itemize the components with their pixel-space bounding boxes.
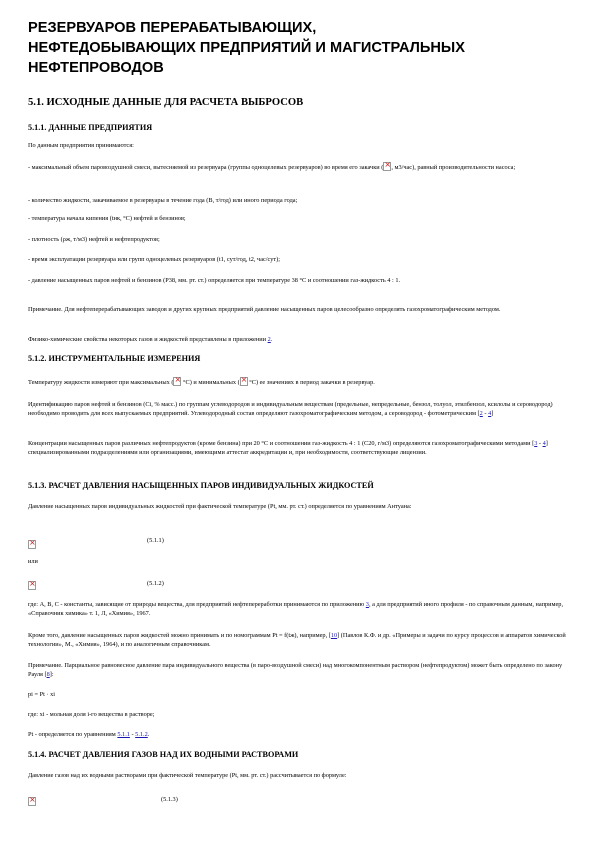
equation-5-1-1 [28,534,568,546]
paragraph-pt: Pt - определяется по уравнениям 5.1.1 - 5.1.2. [28,731,150,738]
paragraph-antoine: Давление насыщенных паров индивидуальных жидкостей при фактической температуре (Pt, мм. рт. ст.) определяется по уравнениям Антуана: [28,503,412,510]
link-ref-10[interactable]: 10 [330,632,338,639]
heading-5-1-4: 5.1.4. РАСЧЕТ ДАВЛЕНИЯ ГАЗОВ НАД ИХ ВОДНЫМИ РАСТВОРАМИ [28,750,299,759]
link-ref-4[interactable]: 4 [542,440,546,447]
paragraph-mole-fraction: где: xi - мольная доля i-го вещества в растворе; [28,711,155,718]
list-item-density: - плотность (ρж, т/м3) нефтей и нефтепродуктов; [28,236,160,243]
link-eq-5-1-2[interactable]: 5.1.2 [135,731,148,738]
note-paragraph: Примечание. Для нефтеперерабатывающих заводов и других крупных предприятий давление насыщенных паров целесообразно определять газохроматографическим методом. [28,306,501,313]
paragraph-concentrations: Концентрации насыщенных паров различных нефтепродуктов (кроме бензина) при 20 °С и соотношении газ-жидкость 4 : 1 (C20, г/м3) определяются газохроматографическими методами [3 - 4] специализированными подразделениями или организациями, имеющими аттестат аккредитации и, при необходимости, соответствующие лицензии. [28,440,548,456]
link-ref-2[interactable]: 2 [479,410,483,417]
raoult-formula: pi = Pt · xi [28,691,55,698]
title-line: РЕЗЕРВУАРОВ ПЕРЕРАБАТЫВАЮЩИХ, [28,20,317,36]
paragraph-or: или [28,558,38,565]
paragraph-nomograms: Кроме того, давление насыщенных паров жидкостей можно принимать и по номограммам Pt = f(tж), например, [10] (Павлов К.Ф. и др. «Примеры и задачи по курсу процессов и аппаратов химической технологии», М., «Химия», 1964), и по аналогичным справочникам. [28,632,566,648]
formula-image-icon [173,377,181,386]
list-item-temperature: - температура начала кипения (tнк, °С) нефтей и бензинов; [28,215,186,222]
paragraph-temperature: Температуру жидкости измеряют при максимальных (× °С) и минимальных (× °С) ее значениях в период закачки в резервуар. [28,377,568,387]
equation-number: (5.1.2) [147,580,164,587]
link-ref-4[interactable]: 4 [488,410,492,417]
link-ref-8[interactable]: 8 [46,671,50,678]
paragraph-properties: Физико-химические свойства некоторых газов и жидкостей представлены в приложении 2. [28,336,273,343]
list-item-pressure: - давление насыщенных паров нефтей и бензинов (Р38, мм. рт. ст.) определяется при температуре 38 °С и соотношении газ-жидкость 4 : 1. [28,277,401,284]
equation-image-icon [28,581,36,590]
equation-number: (5.1.1) [147,537,164,544]
link-appendix-2[interactable]: 2 [267,336,271,343]
formula-image-icon [240,377,248,386]
formula-image-icon [383,162,391,171]
link-eq-5-1-1[interactable]: 5.1.1 [117,731,130,738]
paragraph-identification: Идентификацию паров нефтей и бензинов (Ci, % масс.) по группам углеводородов и индивидуальным веществам (предельные, непредельные, бензол, толуол, этилбензол, ксилолы и сероводород) необходимо проводить для всех выпускаемых предприятий. Углеводородный состав определяют газохроматографическим методом, а сероводород - фотометрическим [2 - 4] [28,401,553,417]
equation-number: (5.1.3) [161,796,178,803]
list-item-time: - время эксплуатации резервуара или групп одноцелевых резервуаров (t1, сут/год, t2, час/сут); [28,256,281,263]
link-ref-3[interactable]: 3 [534,440,538,447]
paragraph-constants: где: A, B, C - константы, зависящие от природы вещества, для предприятий нефтепереработки принимаются по приложению 3, а для предприятий иного профиля - по справочным данным, например, «Справочник химика» т. 1, Л, «Химия», 1967. [28,601,564,617]
document-title [28,18,568,78]
title-line: НЕФТЕДОБЫВАЮЩИХ ПРЕДПРИЯТИЙ И МАГИСТРАЛЬНЫХ [28,40,465,56]
equation-image-icon [28,540,36,549]
equation-5-1-2 [28,575,568,587]
heading-5-1: 5.1. ИСХОДНЫЕ ДАННЫЕ ДЛЯ РАСЧЕТА ВЫБРОСОВ [28,97,304,108]
paragraph-gas-pressure: Давление газов над их водными растворами при фактической температуре (Pt, мм. рт. ст.) рассчитывается по формуле: [28,772,347,779]
link-appendix-3[interactable]: 3 [365,601,369,608]
note-raoult: Примечание. Парциальное равновесное давление пара индивидуального вещества (в паро-воздушной смеси) над многокомпонентным раствором (нефтепродуктом) может быть определено по закону Рауля [8]: [28,662,563,678]
paragraph-intro: По данным предприятия принимаются: [28,142,134,149]
list-item-quantity: - количество жидкости, закачиваемое в резервуары в течение года (В, т/год) или иного периода года; [28,197,298,204]
heading-5-1-1: 5.1.1. ДАННЫЕ ПРЕДПРИЯТИЯ [28,123,153,132]
heading-5-1-3: 5.1.3. РАСЧЕТ ДАВЛЕНИЯ НАСЫЩЕННЫХ ПАРОВ ИНДИВИДУАЛЬНЫХ ЖИДКОСТЕЙ [28,481,374,490]
heading-5-1-2: 5.1.2. ИНСТРУМЕНТАЛЬНЫЕ ИЗМЕРЕНИЯ [28,354,201,363]
equation-image-icon [28,797,36,806]
list-item-volume: - максимальный объем паровоздушной смеси, вытесняемой из резервуара (группы одноцелевых резервуаров) во время его закачки (× , м3/час), равный производительности насоса; [28,162,568,172]
equation-5-1-3 [28,791,568,803]
title-line: НЕФТЕПРОВОДОВ [28,60,164,76]
